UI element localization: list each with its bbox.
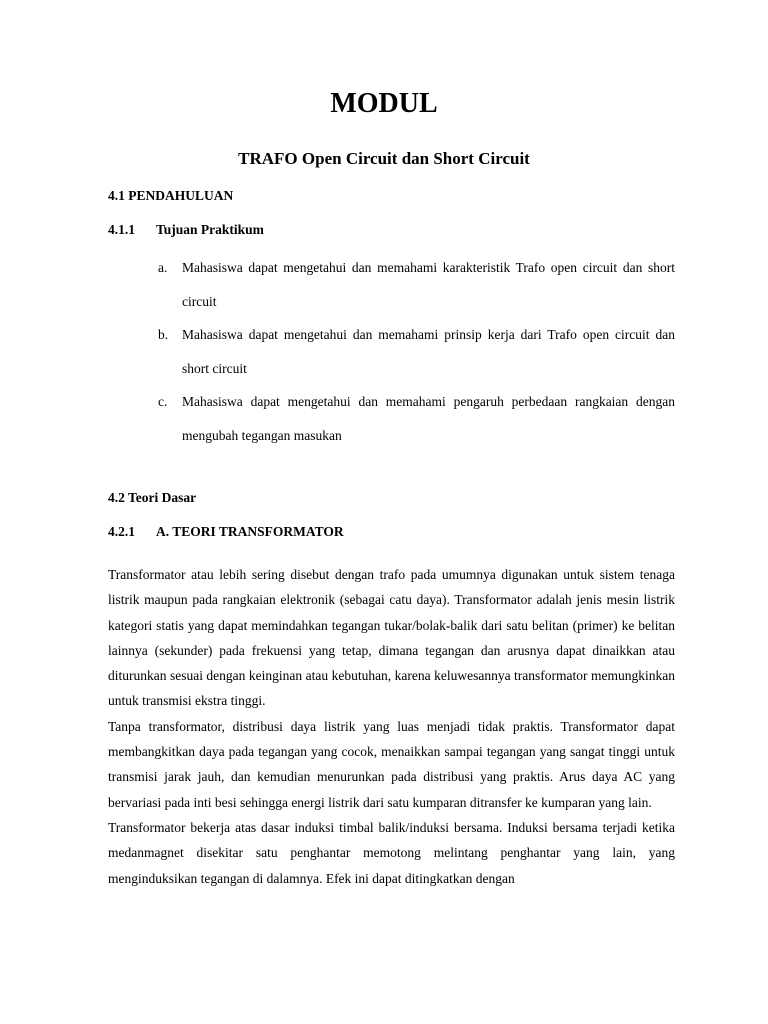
document-title: MODUL [330,88,438,119]
subsection-title: Tujuan Praktikum [156,222,264,237]
body-paragraph: Tanpa transformator, distribusi daya listrik yang luas menjadi tidak praktis. Transformator dapat membangkitkan daya pada tegangan yang cocok, menaikkan sampai tegangan yang sangat tinggi untuk transmisi jarak jauh, dan kemudian menurunkan pada distribusi yang praktis. Arus daya AC yang bervariasi pada inti besi sehingga energi listrik dari satu kumparan ditransfer ke kumparan yang lain. [108,718,675,810]
subsection-title: A. TEORI TRANSFORMATOR [156,524,344,539]
objective-item [156,318,675,385]
subsection-heading-tujuan [108,220,264,240]
body-paragraph: Transformator atau lebih sering disebut dengan trafo pada umumnya digunakan untuk sistem tenaga listrik maupun pada rangkaian elektronik (sebagai catu daya). Transformator adalah jenis mesin listrik kategori statis yang dapat memindahkan tegangan tukar/bolak-balik dari satu belitan (primer) ke belitan lainnya (sekunder) pada frekuensi yang tetap, dimana tegangan dan arusnya dapat dinaikkan atau diturunkan sesuai dengan keinginan atau kebutuhan, karena keluwesannya transformator memungkinkan untuk transmisi ekstra tinggi. [108,567,675,709]
subsection-heading-teori-transformator [108,522,344,542]
objective-text: Mahasiswa dapat mengetahui dan memahami pengaruh perbedaan rangkaian dengan mengubah tegangan masukan [182,394,675,443]
subsection-number: 4.2.1 [108,524,135,539]
body-paragraph: Transformator bekerja atas dasar induksi timbal balik/induksi bersama. Induksi bersama terjadi ketika medanmagnet disekitar satu penghantar memotong melintang penghantar yang lain, yang menginduksikan tegangan di dalamnya. Efek ini dapat ditingkatkan dengan [108,819,675,886]
objective-marker: b. [158,327,169,342]
objective-marker: a. [158,260,168,275]
section-heading-teori-dasar: 4.2 Teori Dasar [108,490,197,505]
objectives-list [156,251,675,452]
objective-text: Mahasiswa dapat mengetahui dan memahami karakteristik Trafo open circuit dan short circuit [182,260,675,309]
section-heading-pendahuluan: 4.1 PENDAHULUAN [108,188,234,203]
document-subtitle: TRAFO Open Circuit dan Short Circuit [238,149,530,168]
objective-item [156,385,675,452]
objective-text: Mahasiswa dapat mengetahui dan memahami prinsip kerja dari Trafo open circuit dan short circuit [182,327,675,376]
body-text [108,562,675,891]
objective-marker: c. [158,394,168,409]
subsection-number: 4.1.1 [108,222,135,237]
objective-item [156,251,675,318]
